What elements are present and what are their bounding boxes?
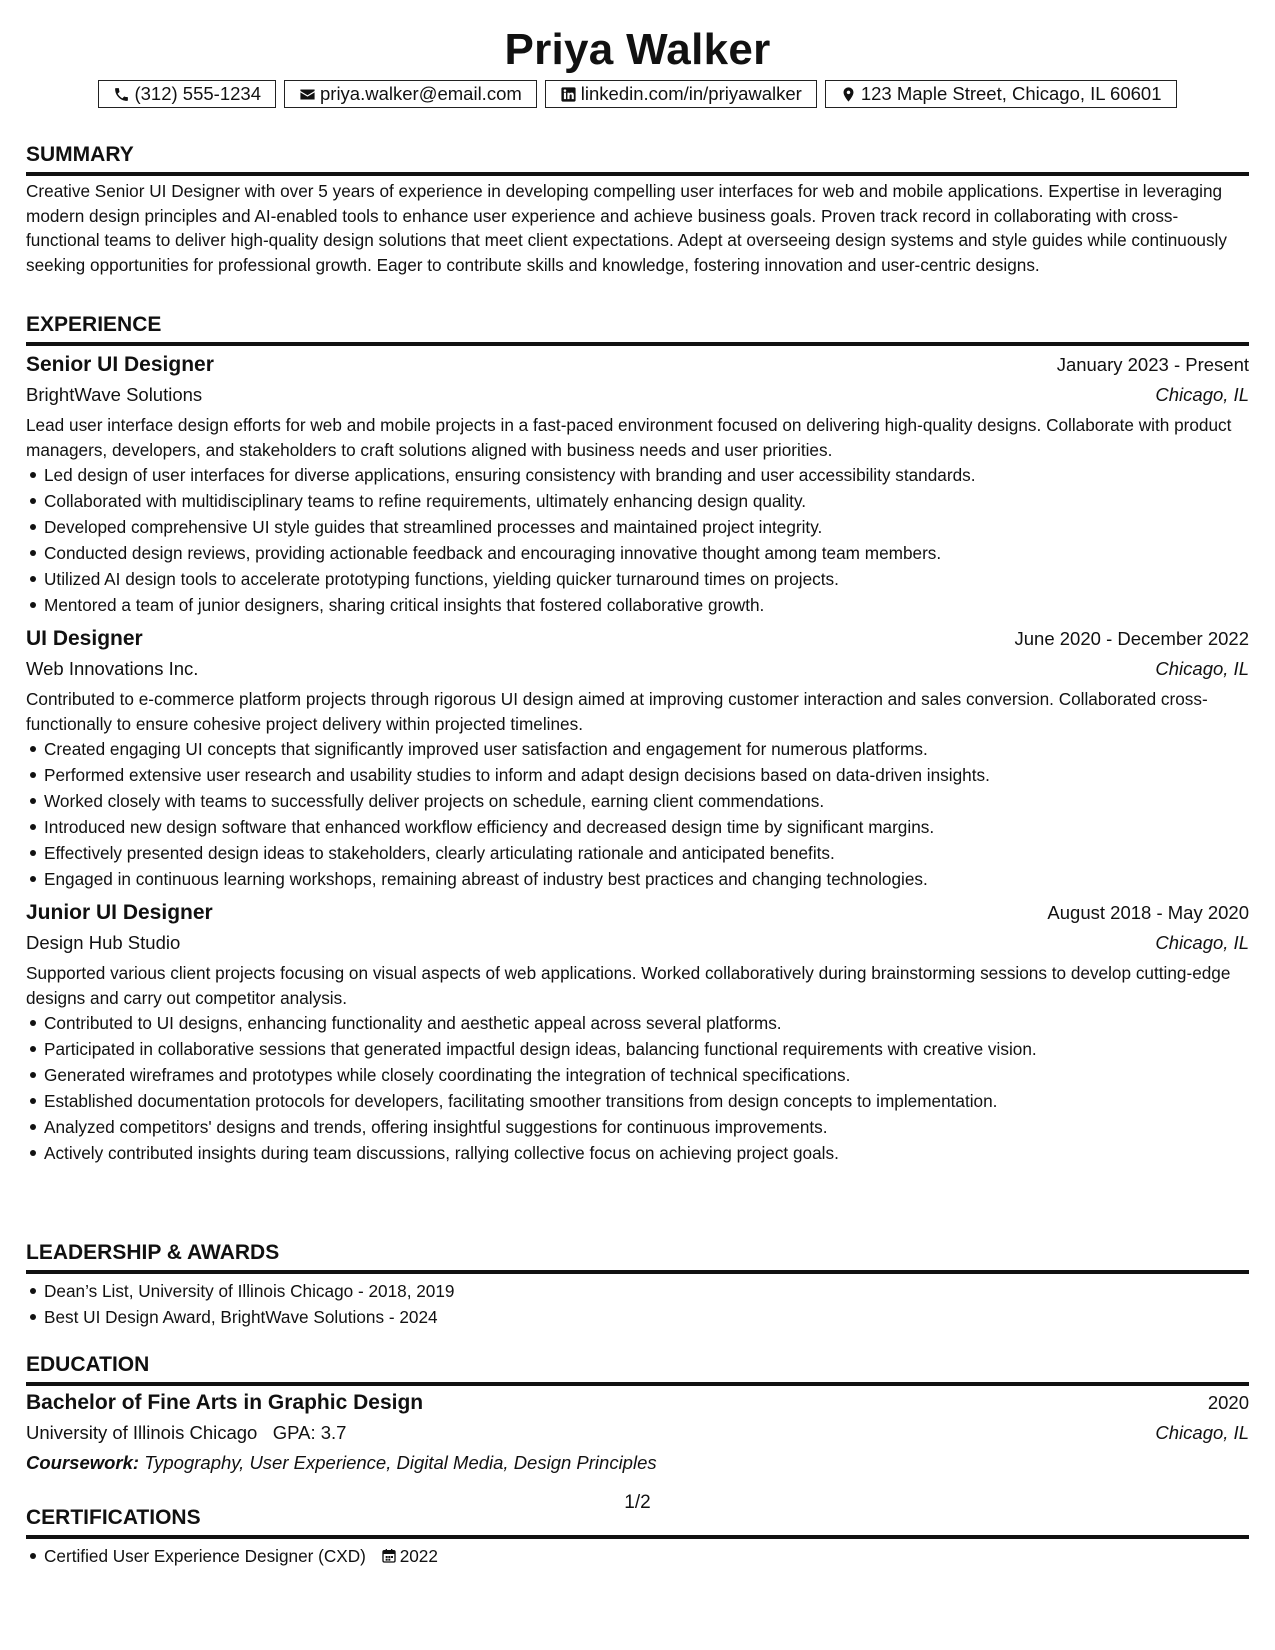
list-item: Led design of user interfaces for diverse applications, ensuring consistency with branding and user accessibility standards. xyxy=(44,462,1249,488)
list-item: Collaborated with multidisciplinary teams to refine requirements, ultimately enhancing design quality. xyxy=(44,488,1249,514)
job-description: Supported various client projects focusing on visual aspects of web applications. Worked collaboratively during brainstorming sessions to develop cutting-edge designs and carry out competitor analysis. xyxy=(26,963,1231,1008)
list-item: Performed extensive user research and usability studies to inform and adapt design decisions based on data-driven insights. xyxy=(44,762,1249,788)
education-heading: EDUCATION xyxy=(26,1352,1249,1386)
calendar-icon xyxy=(381,1548,397,1564)
school-location: Chicago, IL xyxy=(1155,1422,1249,1443)
job-title: Junior UI Designer xyxy=(26,901,213,924)
coursework-text: Typography, User Experience, Digital Media, Design Principles xyxy=(144,1452,657,1473)
list-item: Contributed to UI designs, enhancing functionality and aesthetic appeal across several platforms. xyxy=(44,1010,1249,1036)
list-item: Dean’s List, University of Illinois Chicago - 2018, 2019 xyxy=(44,1278,1249,1304)
certification-year: 2022 xyxy=(399,1546,438,1566)
job-bullets xyxy=(26,736,1249,892)
coursework-line xyxy=(26,1448,1249,1478)
linkedin-text: linkedin.com/in/priyawalker xyxy=(580,83,802,104)
job-bullets xyxy=(26,462,1249,618)
list-item: Created engaging UI concepts that significantly improved user satisfaction and engagement for numerous platforms. xyxy=(44,736,1249,762)
contact-linkedin[interactable] xyxy=(545,80,817,108)
envelope-icon xyxy=(299,86,316,103)
job-entry xyxy=(26,898,1249,1166)
gpa: GPA: 3.7 xyxy=(272,1422,347,1443)
experience-heading: EXPERIENCE xyxy=(26,312,1249,346)
summary-heading: SUMMARY xyxy=(26,142,1249,176)
list-item: Actively contributed insights during team discussions, rallying collective focus on achieving project goals. xyxy=(44,1140,1249,1166)
certifications-list xyxy=(26,1543,1249,1569)
list-item: Established documentation protocols for developers, facilitating smoother transitions from design concepts to implementation. xyxy=(44,1088,1249,1114)
map-pin-icon xyxy=(840,86,857,103)
list-item xyxy=(44,1543,1249,1569)
address-text: 123 Maple Street, Chicago, IL 60601 xyxy=(860,83,1162,104)
experience-section xyxy=(26,312,1249,1166)
certification-name: Certified User Experience Designer (CXD) xyxy=(44,1546,366,1566)
degree-title: Bachelor of Fine Arts in Graphic Design xyxy=(26,1391,424,1414)
job-entry xyxy=(26,350,1249,618)
resume-page xyxy=(26,0,1249,1650)
linkedin-icon xyxy=(560,86,577,103)
list-item: Participated in collaborative sessions that generated impactful design ideas, balancing functional requirements with creative vision. xyxy=(44,1036,1249,1062)
job-company: BrightWave Solutions xyxy=(26,384,203,405)
job-company: Design Hub Studio xyxy=(26,932,181,953)
page-number: 1/2 xyxy=(624,1492,651,1513)
list-item: Worked closely with teams to successfully deliver projects on schedule, earning client commendations. xyxy=(44,788,1249,814)
education-section xyxy=(26,1352,1249,1478)
job-company: Web Innovations Inc. xyxy=(26,658,199,679)
contact-bar xyxy=(26,80,1249,108)
list-item: Effectively presented design ideas to stakeholders, clearly articulating rationale and anticipated benefits. xyxy=(44,840,1249,866)
leadership-list xyxy=(26,1278,1249,1330)
certifications-section xyxy=(26,1505,1249,1569)
list-item: Conducted design reviews, providing actionable feedback and encouraging innovative thought among team members. xyxy=(44,540,1249,566)
job-title: UI Designer xyxy=(26,627,143,650)
list-item: Utilized AI design tools to accelerate prototyping functions, yielding quicker turnaround times on projects. xyxy=(44,566,1249,592)
candidate-name: Priya Walker xyxy=(504,25,771,74)
job-bullets xyxy=(26,1010,1249,1166)
job-dates: June 2020 - December 2022 xyxy=(1014,628,1249,649)
contact-phone[interactable] xyxy=(98,80,276,108)
graduation-year: 2020 xyxy=(1207,1392,1249,1413)
job-description: Lead user interface design efforts for web and mobile projects in a fast-paced environment focused on delivering high-quality designs. Collaborate with product managers, developers, and stakeholders to craft solutions aligned with business needs and user priorities. xyxy=(26,415,1232,460)
email-text: priya.walker@email.com xyxy=(320,83,522,104)
phone-text: (312) 555-1234 xyxy=(134,83,261,104)
job-title: Senior UI Designer xyxy=(26,353,214,376)
job-location: Chicago, IL xyxy=(1155,658,1249,679)
school-line xyxy=(26,1418,346,1448)
job-description: Contributed to e-commerce platform projects through rigorous UI design aimed at improving customer interaction and sales conversion. Collaborated cross-functionally to ensure cohesive project delivery within projected timelines. xyxy=(26,689,1208,734)
list-item: Analyzed competitors' designs and trends, offering insightful suggestions for continuous improvements. xyxy=(44,1114,1249,1140)
list-item: Developed comprehensive UI style guides that streamlined processes and maintained project integrity. xyxy=(44,514,1249,540)
contact-address[interactable] xyxy=(825,80,1177,108)
job-dates: August 2018 - May 2020 xyxy=(1047,902,1249,923)
leadership-section xyxy=(26,1240,1249,1330)
list-item: Best UI Design Award, BrightWave Solutions - 2024 xyxy=(44,1304,1249,1330)
job-entry xyxy=(26,624,1249,892)
list-item: Engaged in continuous learning workshops, remaining abreast of industry best practices and changing technologies. xyxy=(44,866,1249,892)
summary-text: Creative Senior UI Designer with over 5 years of experience in developing compelling user interfaces for web and mobile applications. Expertise in leveraging modern design principles and AI-enabled tools to enhance user experience and achieve business goals. Proven track record in collaborating with cross-functional teams to deliver high-quality design solutions that meet client expectations. Adept at overseeing design systems and style guides while continuously seeking opportunities for professional growth. Eager to contribute skills and knowledge, fostering innovation and user-centric designs. xyxy=(26,181,1227,275)
list-item: Introduced new design software that enhanced workflow efficiency and decreased design time by significant margins. xyxy=(44,814,1249,840)
certifications-heading: CERTIFICATIONS xyxy=(26,1505,1249,1539)
job-location: Chicago, IL xyxy=(1155,932,1249,953)
coursework-label: Coursework: xyxy=(26,1452,140,1473)
list-item: Mentored a team of junior designers, sharing critical insights that fostered collaborative growth. xyxy=(44,592,1249,618)
job-location: Chicago, IL xyxy=(1155,384,1249,405)
summary-section xyxy=(26,142,1249,277)
school-name: University of Illinois Chicago xyxy=(26,1422,258,1443)
list-item: Generated wireframes and prototypes while closely coordinating the integration of technical specifications. xyxy=(44,1062,1249,1088)
job-dates: January 2023 - Present xyxy=(1056,354,1249,375)
leadership-heading: LEADERSHIP & AWARDS xyxy=(26,1240,1249,1274)
phone-icon xyxy=(113,86,130,103)
contact-email[interactable] xyxy=(284,80,537,108)
